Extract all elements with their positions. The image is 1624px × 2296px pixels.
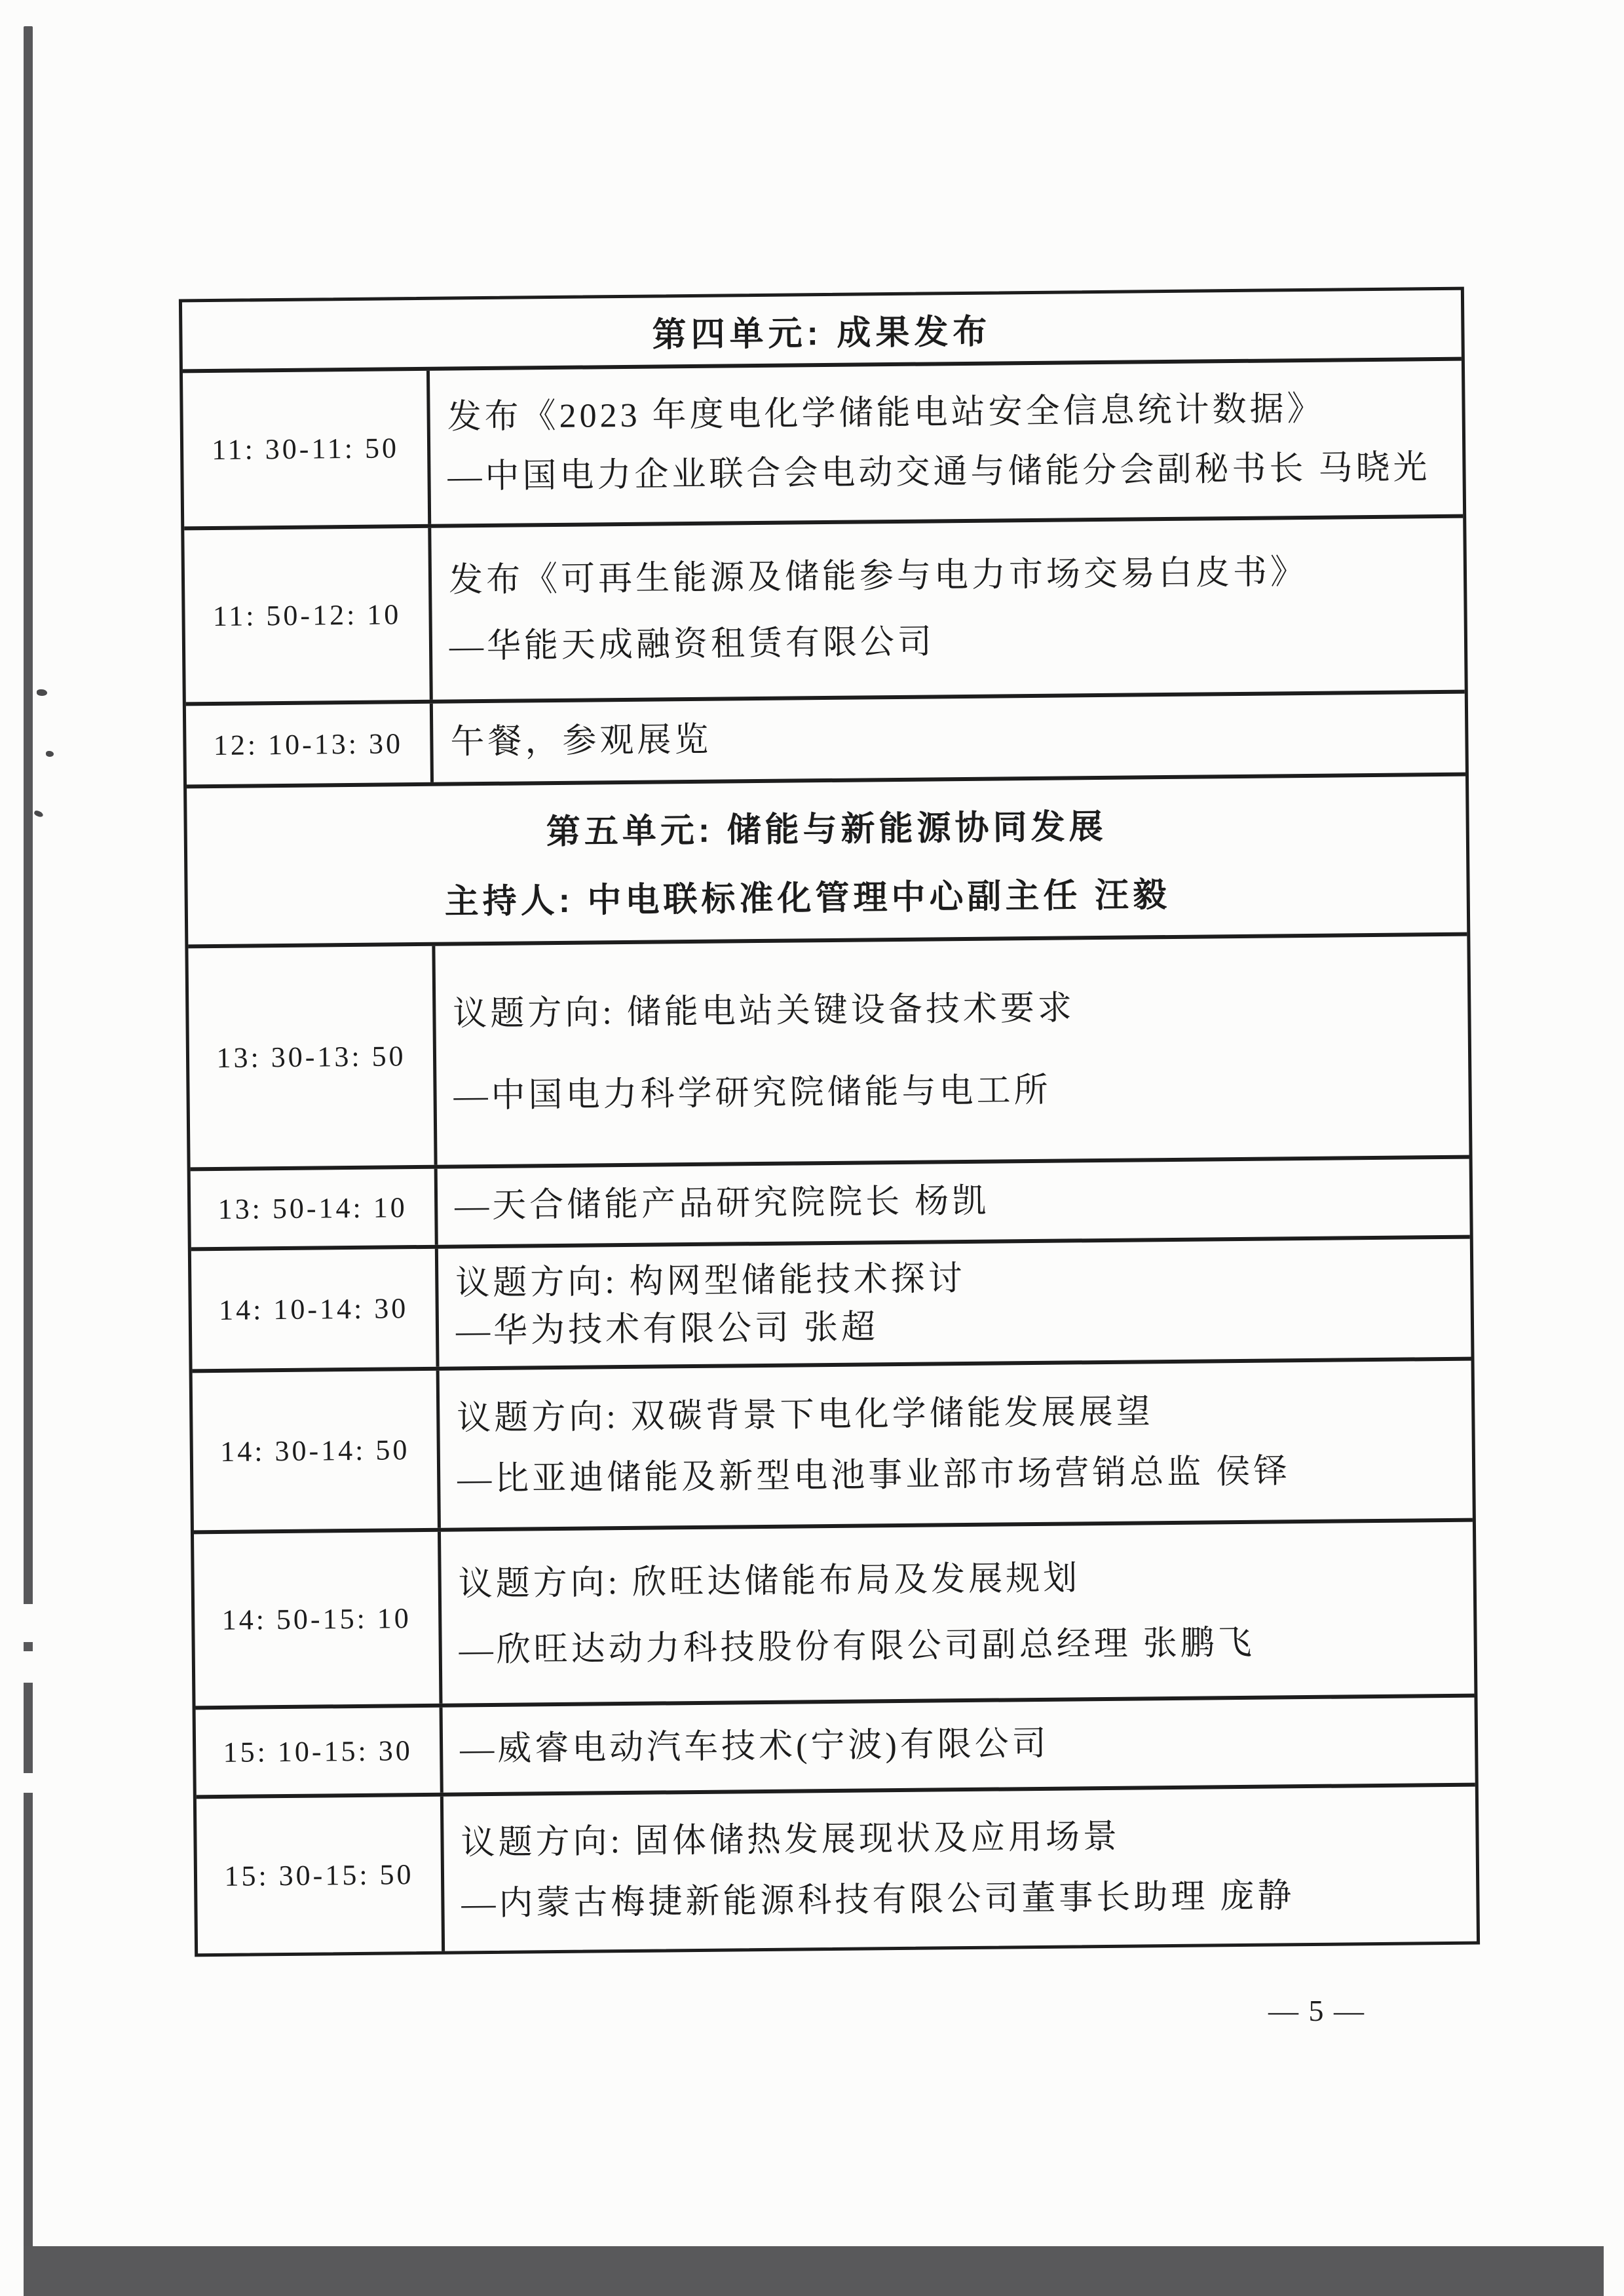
session-content-line: 午餐，参观展览: [450, 721, 712, 761]
session-content-line: 议题方向: 双碳背景下电化学储能发展展望: [457, 1392, 1154, 1438]
scanner-edge-notch: [22, 1651, 35, 1683]
session-content: [440, 1361, 1473, 1528]
session-time: 13: 50-14: 10: [191, 1169, 438, 1248]
scan-speck: [33, 810, 44, 818]
session-content-line: —威睿电动汽车技术(宁波)有限公司: [459, 1725, 1050, 1769]
session-row: [196, 1698, 1475, 1799]
scanner-edge-notch: [22, 1604, 35, 1642]
session-time: 14: 10-14: 30: [191, 1249, 440, 1369]
session-content: [435, 936, 1469, 1165]
scan-speck: [37, 689, 47, 696]
session-content-line: —天合储能产品研究院院长 杨凯: [454, 1183, 990, 1225]
session-content-line: —比亚迪储能及新型电池事业部市场营销总监 侯铎: [457, 1453, 1291, 1499]
session-row: [184, 518, 1464, 706]
session-content-line: 发布《可再生能源及储能参与电力市场交易白皮书》: [448, 553, 1308, 600]
session-content-line: —欣旺达动力科技股份有限公司副总经理 张鹏飞: [459, 1624, 1255, 1670]
session-content-line: —中国电力企业联合会电动交通与储能分会副秘书长 马晓光: [447, 449, 1431, 496]
session-content-line: 议题方向: 固体储热发展现状及应用场景: [461, 1818, 1121, 1862]
session-content: [444, 1787, 1477, 1951]
unit-title: 第五单元: 储能与新能源协同发展: [546, 808, 1107, 852]
scanner-edge-notch: [22, 1773, 35, 1793]
session-content-line: —华能天成融资租赁有限公司: [449, 623, 935, 666]
session-time: 14: 50-15: 10: [194, 1532, 442, 1706]
session-time: 11: 30-11: 50: [183, 371, 431, 527]
session-row: [194, 1522, 1474, 1710]
session-content-line: —内蒙古梅捷新能源科技有限公司董事长助理 庞静: [461, 1877, 1295, 1923]
session-content-line: —中国电力科学研究院储能与电工所: [453, 1071, 1051, 1115]
scanner-edge-left: [24, 26, 33, 2296]
session-content: [441, 1522, 1474, 1704]
session-content-line: —华为技术有限公司 张超: [455, 1309, 879, 1350]
session-content: [431, 518, 1464, 700]
session-content-line: 议题方向: 构网型储能技术探讨: [455, 1259, 966, 1303]
session-row: [197, 1787, 1477, 1954]
session-content-line: 发布《2023 年度电化学储能电站安全信息统计数据》: [447, 390, 1325, 436]
session-row: [191, 1239, 1471, 1373]
page-number: — 5 —: [1268, 1994, 1365, 2027]
session-time: 11: 50-12: 10: [184, 528, 432, 702]
session-content-line: 议题方向: 储能电站关键设备技术要求: [453, 989, 1076, 1033]
session-content: [443, 1698, 1475, 1793]
agenda-table: [179, 287, 1480, 1957]
session-time: 13: 30-13: 50: [188, 946, 437, 1168]
session-row: [188, 936, 1469, 1172]
session-row: [191, 1159, 1470, 1252]
session-row: [193, 1361, 1473, 1535]
session-time: 15: 10-15: 30: [196, 1708, 444, 1795]
session-content: [438, 1239, 1471, 1367]
session-time: 15: 30-15: 50: [197, 1797, 445, 1954]
session-content: [430, 361, 1463, 524]
session-time: 12: 10-13: 30: [186, 704, 434, 785]
scanner-edge-bottom: [24, 2246, 1604, 2296]
session-row: [186, 694, 1465, 789]
session-content: [438, 1159, 1470, 1245]
session-time: 14: 30-14: 50: [193, 1371, 441, 1531]
scan-speck: [46, 751, 54, 757]
unit-header-row: [187, 776, 1467, 949]
session-content-line: 议题方向: 欣旺达储能布局及发展规划: [458, 1559, 1081, 1603]
session-row: [183, 361, 1463, 531]
session-content: [433, 694, 1465, 782]
unit-title-row: 第四单元: 成果发布: [182, 290, 1462, 373]
moderator-line: 主持人: 中电联标准化管理中心副主任 汪毅: [444, 875, 1171, 921]
